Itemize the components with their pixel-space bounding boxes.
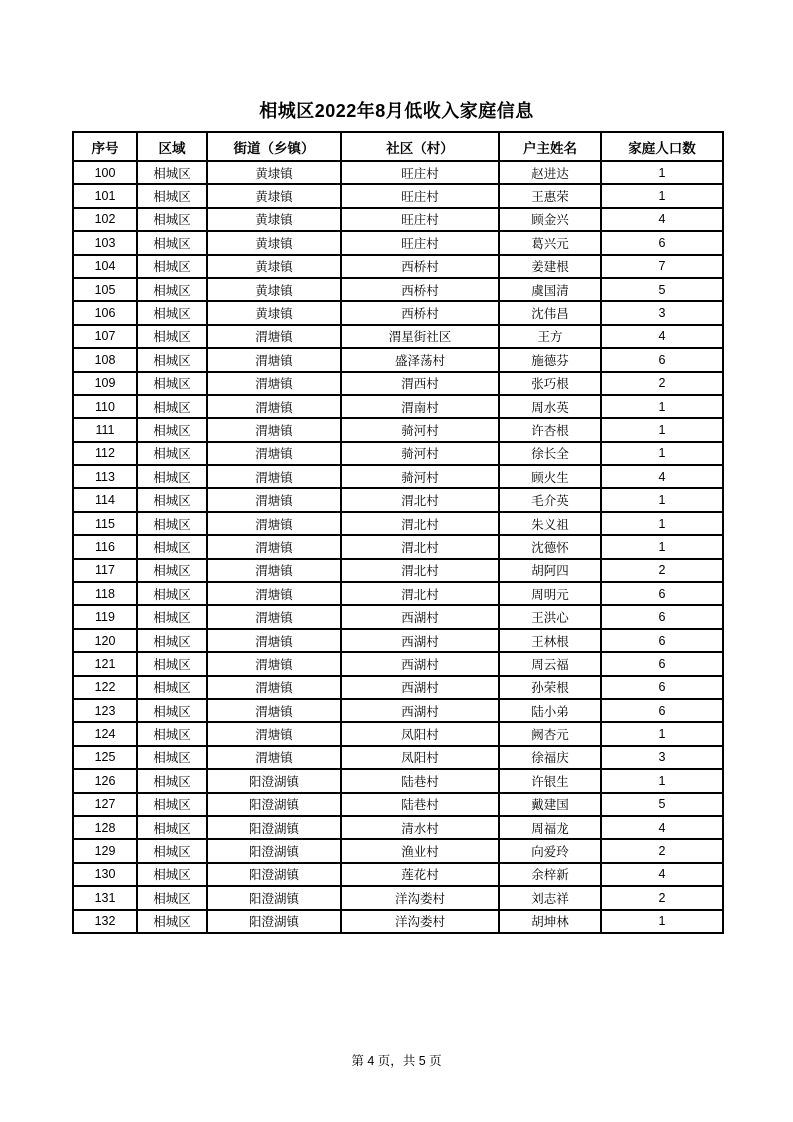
table-cell: 1 — [601, 910, 723, 933]
table-row — [73, 816, 723, 839]
table-cell: 相城区 — [137, 301, 207, 324]
table-cell: 相城区 — [137, 255, 207, 278]
table-row — [73, 512, 723, 535]
table-cell: 128 — [73, 816, 137, 839]
table-cell: 旺庄村 — [341, 161, 499, 184]
table-cell: 许杏根 — [499, 418, 601, 441]
table-cell: 相城区 — [137, 769, 207, 792]
table-cell: 黄埭镇 — [207, 301, 341, 324]
table-cell: 118 — [73, 582, 137, 605]
table-cell: 2 — [601, 559, 723, 582]
table-cell: 相城区 — [137, 582, 207, 605]
table-cell: 王惠荣 — [499, 184, 601, 207]
table-cell: 相城区 — [137, 886, 207, 909]
table-cell: 黄埭镇 — [207, 161, 341, 184]
table-cell: 4 — [601, 863, 723, 886]
table-header-row — [73, 132, 723, 161]
table-cell: 凤阳村 — [341, 746, 499, 769]
table-row — [73, 629, 723, 652]
table-cell: 相城区 — [137, 559, 207, 582]
table-cell: 6 — [601, 652, 723, 675]
table-cell: 孙荣根 — [499, 676, 601, 699]
table-cell: 阙杏元 — [499, 722, 601, 745]
table-cell: 渭塘镇 — [207, 372, 341, 395]
table-cell: 6 — [601, 582, 723, 605]
table-cell: 渭塘镇 — [207, 652, 341, 675]
table-cell: 渭塘镇 — [207, 395, 341, 418]
table-cell: 骑河村 — [341, 418, 499, 441]
table-cell: 渭北村 — [341, 582, 499, 605]
table-cell: 渭塘镇 — [207, 325, 341, 348]
table-cell: 渭北村 — [341, 488, 499, 511]
table-cell: 4 — [601, 465, 723, 488]
table-cell: 许银生 — [499, 769, 601, 792]
table-row — [73, 442, 723, 465]
table-cell: 1 — [601, 512, 723, 535]
table-cell: 126 — [73, 769, 137, 792]
table-cell: 103 — [73, 231, 137, 254]
table-row — [73, 325, 723, 348]
table-cell: 西桥村 — [341, 278, 499, 301]
table-cell: 西湖村 — [341, 676, 499, 699]
table-cell: 渭塘镇 — [207, 605, 341, 628]
table-row — [73, 863, 723, 886]
table-cell: 102 — [73, 208, 137, 231]
table-cell: 渭塘镇 — [207, 488, 341, 511]
table-cell: 向爱玲 — [499, 839, 601, 862]
table-cell: 骑河村 — [341, 442, 499, 465]
table-row — [73, 418, 723, 441]
table-cell: 5 — [601, 278, 723, 301]
table-cell: 渭塘镇 — [207, 535, 341, 558]
table-cell: 相城区 — [137, 161, 207, 184]
table-row — [73, 676, 723, 699]
column-header: 家庭人口数 — [601, 132, 723, 161]
table-cell: 110 — [73, 395, 137, 418]
table-cell: 徐福庆 — [499, 746, 601, 769]
table-cell: 周云福 — [499, 652, 601, 675]
table-cell: 相城区 — [137, 652, 207, 675]
table-cell: 125 — [73, 746, 137, 769]
table-cell: 渭塘镇 — [207, 442, 341, 465]
table-cell: 渭塘镇 — [207, 512, 341, 535]
table-row — [73, 839, 723, 862]
table-cell: 西湖村 — [341, 652, 499, 675]
table-cell: 相城区 — [137, 395, 207, 418]
table-cell: 虞国清 — [499, 278, 601, 301]
table-cell: 渭塘镇 — [207, 722, 341, 745]
page-title: 相城区2022年8月低收入家庭信息 — [259, 101, 534, 121]
table-cell: 渭塘镇 — [207, 582, 341, 605]
table-cell: 相城区 — [137, 535, 207, 558]
table-cell: 西桥村 — [341, 255, 499, 278]
table-cell: 119 — [73, 605, 137, 628]
table-cell: 周水英 — [499, 395, 601, 418]
table-cell: 阳澄湖镇 — [207, 910, 341, 933]
table-cell: 4 — [601, 325, 723, 348]
table-cell: 渭塘镇 — [207, 676, 341, 699]
table-cell: 旺庄村 — [341, 184, 499, 207]
table-cell: 旺庄村 — [341, 231, 499, 254]
table-cell: 130 — [73, 863, 137, 886]
column-header: 街道（乡镇） — [207, 132, 341, 161]
table-cell: 沈伟昌 — [499, 301, 601, 324]
table-cell: 108 — [73, 348, 137, 371]
table-cell: 西湖村 — [341, 699, 499, 722]
table-row — [73, 372, 723, 395]
table-cell: 相城区 — [137, 184, 207, 207]
table-row — [73, 488, 723, 511]
table-cell: 1 — [601, 442, 723, 465]
table-cell: 葛兴元 — [499, 231, 601, 254]
table-cell: 姜建根 — [499, 255, 601, 278]
table-cell: 王洪心 — [499, 605, 601, 628]
table-cell: 相城区 — [137, 372, 207, 395]
table-cell: 洋沟娄村 — [341, 910, 499, 933]
table-cell: 相城区 — [137, 325, 207, 348]
table-cell: 104 — [73, 255, 137, 278]
table-cell: 相城区 — [137, 208, 207, 231]
table-cell: 132 — [73, 910, 137, 933]
table-cell: 周福龙 — [499, 816, 601, 839]
table-cell: 7 — [601, 255, 723, 278]
table-cell: 115 — [73, 512, 137, 535]
table-row — [73, 559, 723, 582]
table-cell: 3 — [601, 301, 723, 324]
table-cell: 渭南村 — [341, 395, 499, 418]
table-cell: 徐长全 — [499, 442, 601, 465]
table-cell: 黄埭镇 — [207, 278, 341, 301]
table-cell: 120 — [73, 629, 137, 652]
table-cell: 阳澄湖镇 — [207, 793, 341, 816]
table-cell: 131 — [73, 886, 137, 909]
table-cell: 渭塘镇 — [207, 348, 341, 371]
table-cell: 相城区 — [137, 348, 207, 371]
table-cell: 阳澄湖镇 — [207, 769, 341, 792]
table-row — [73, 910, 723, 933]
column-header: 社区（村） — [341, 132, 499, 161]
table-cell: 洋沟娄村 — [341, 886, 499, 909]
page-number-footer: 第 4 页，共 5 页 — [351, 1054, 442, 1068]
table-cell: 129 — [73, 839, 137, 862]
table-cell: 西湖村 — [341, 629, 499, 652]
column-header: 户主姓名 — [499, 132, 601, 161]
table-cell: 116 — [73, 535, 137, 558]
table-cell: 渔业村 — [341, 839, 499, 862]
table-cell: 相城区 — [137, 629, 207, 652]
column-header: 区域 — [137, 132, 207, 161]
table-cell: 109 — [73, 372, 137, 395]
table-cell: 123 — [73, 699, 137, 722]
table-cell: 105 — [73, 278, 137, 301]
table-cell: 相城区 — [137, 442, 207, 465]
table-row — [73, 184, 723, 207]
table-row — [73, 605, 723, 628]
table-cell: 余梓新 — [499, 863, 601, 886]
table-cell: 112 — [73, 442, 137, 465]
table-row — [73, 582, 723, 605]
table-cell: 相城区 — [137, 488, 207, 511]
table-cell: 王林根 — [499, 629, 601, 652]
table-cell: 陆巷村 — [341, 793, 499, 816]
table-cell: 6 — [601, 605, 723, 628]
table-cell: 1 — [601, 769, 723, 792]
table-cell: 4 — [601, 816, 723, 839]
table-cell: 122 — [73, 676, 137, 699]
table-cell: 西湖村 — [341, 605, 499, 628]
table-row — [73, 208, 723, 231]
table-cell: 渭西村 — [341, 372, 499, 395]
table-cell: 戴建国 — [499, 793, 601, 816]
table-cell: 胡阿四 — [499, 559, 601, 582]
table-cell: 周明元 — [499, 582, 601, 605]
table-cell: 渭塘镇 — [207, 559, 341, 582]
table-row — [73, 722, 723, 745]
table-cell: 黄埭镇 — [207, 184, 341, 207]
table-cell: 121 — [73, 652, 137, 675]
table-cell: 阳澄湖镇 — [207, 863, 341, 886]
table-cell: 2 — [601, 886, 723, 909]
table-cell: 赵进达 — [499, 161, 601, 184]
table-cell: 黄埭镇 — [207, 231, 341, 254]
table-cell: 相城区 — [137, 699, 207, 722]
table-cell: 渭塘镇 — [207, 746, 341, 769]
table-cell: 顾金兴 — [499, 208, 601, 231]
table-cell: 相城区 — [137, 793, 207, 816]
column-header: 序号 — [73, 132, 137, 161]
table-cell: 6 — [601, 676, 723, 699]
table-cell: 毛介英 — [499, 488, 601, 511]
table-cell: 106 — [73, 301, 137, 324]
table-cell: 渭塘镇 — [207, 629, 341, 652]
table-cell: 6 — [601, 231, 723, 254]
table-cell: 相城区 — [137, 231, 207, 254]
table-row — [73, 465, 723, 488]
table-cell: 清水村 — [341, 816, 499, 839]
table-cell: 1 — [601, 184, 723, 207]
table-cell: 相城区 — [137, 746, 207, 769]
table-cell: 胡坤林 — [499, 910, 601, 933]
table-cell: 相城区 — [137, 839, 207, 862]
table-row — [73, 161, 723, 184]
table-cell: 4 — [601, 208, 723, 231]
table-cell: 117 — [73, 559, 137, 582]
table-cell: 101 — [73, 184, 137, 207]
table-cell: 莲花村 — [341, 863, 499, 886]
table-cell: 顾火生 — [499, 465, 601, 488]
table-cell: 124 — [73, 722, 137, 745]
table-cell: 114 — [73, 488, 137, 511]
table-cell: 5 — [601, 793, 723, 816]
table-cell: 127 — [73, 793, 137, 816]
table-cell: 107 — [73, 325, 137, 348]
table-cell: 2 — [601, 839, 723, 862]
table-cell: 王方 — [499, 325, 601, 348]
table-cell: 阳澄湖镇 — [207, 886, 341, 909]
table-cell: 黄埭镇 — [207, 208, 341, 231]
table-cell: 相城区 — [137, 278, 207, 301]
table-cell: 黄埭镇 — [207, 255, 341, 278]
table-cell: 相城区 — [137, 676, 207, 699]
table-row — [73, 348, 723, 371]
table-cell: 相城区 — [137, 816, 207, 839]
table-cell: 相城区 — [137, 722, 207, 745]
table-cell: 1 — [601, 418, 723, 441]
table-cell: 阳澄湖镇 — [207, 839, 341, 862]
table-cell: 朱义祖 — [499, 512, 601, 535]
table-row — [73, 793, 723, 816]
table-row — [73, 746, 723, 769]
table-cell: 2 — [601, 372, 723, 395]
table-cell: 阳澄湖镇 — [207, 816, 341, 839]
table-cell: 沈德怀 — [499, 535, 601, 558]
table-cell: 6 — [601, 348, 723, 371]
table-cell: 刘志祥 — [499, 886, 601, 909]
table-cell: 施德芬 — [499, 348, 601, 371]
table-cell: 旺庄村 — [341, 208, 499, 231]
table-cell: 陆小弟 — [499, 699, 601, 722]
table-cell: 西桥村 — [341, 301, 499, 324]
table-row — [73, 652, 723, 675]
table-row — [73, 255, 723, 278]
table-cell: 陆巷村 — [341, 769, 499, 792]
table-cell: 相城区 — [137, 418, 207, 441]
table-row — [73, 301, 723, 324]
table-cell: 渭塘镇 — [207, 699, 341, 722]
table-row — [73, 769, 723, 792]
table-cell: 渭塘镇 — [207, 418, 341, 441]
table-cell: 6 — [601, 629, 723, 652]
table-cell: 1 — [601, 488, 723, 511]
table-cell: 相城区 — [137, 465, 207, 488]
low-income-family-table — [72, 131, 724, 934]
table-row — [73, 535, 723, 558]
table-cell: 渭北村 — [341, 512, 499, 535]
table-cell: 渭北村 — [341, 559, 499, 582]
table-cell: 骑河村 — [341, 465, 499, 488]
table-cell: 100 — [73, 161, 137, 184]
table-cell: 1 — [601, 395, 723, 418]
table-cell: 相城区 — [137, 863, 207, 886]
table-cell: 3 — [601, 746, 723, 769]
table-cell: 相城区 — [137, 605, 207, 628]
table-cell: 凤阳村 — [341, 722, 499, 745]
table-row — [73, 886, 723, 909]
table-cell: 1 — [601, 722, 723, 745]
table-cell: 1 — [601, 535, 723, 558]
table-row — [73, 278, 723, 301]
table-cell: 1 — [601, 161, 723, 184]
table-cell: 盛泽荡村 — [341, 348, 499, 371]
table-cell: 111 — [73, 418, 137, 441]
table-row — [73, 231, 723, 254]
table-cell: 6 — [601, 699, 723, 722]
table-cell: 渭星街社区 — [341, 325, 499, 348]
table-row — [73, 699, 723, 722]
table-cell: 渭塘镇 — [207, 465, 341, 488]
table-cell: 113 — [73, 465, 137, 488]
table-cell: 渭北村 — [341, 535, 499, 558]
table-cell: 相城区 — [137, 512, 207, 535]
table-cell: 张巧根 — [499, 372, 601, 395]
table-cell: 相城区 — [137, 910, 207, 933]
table-row — [73, 395, 723, 418]
